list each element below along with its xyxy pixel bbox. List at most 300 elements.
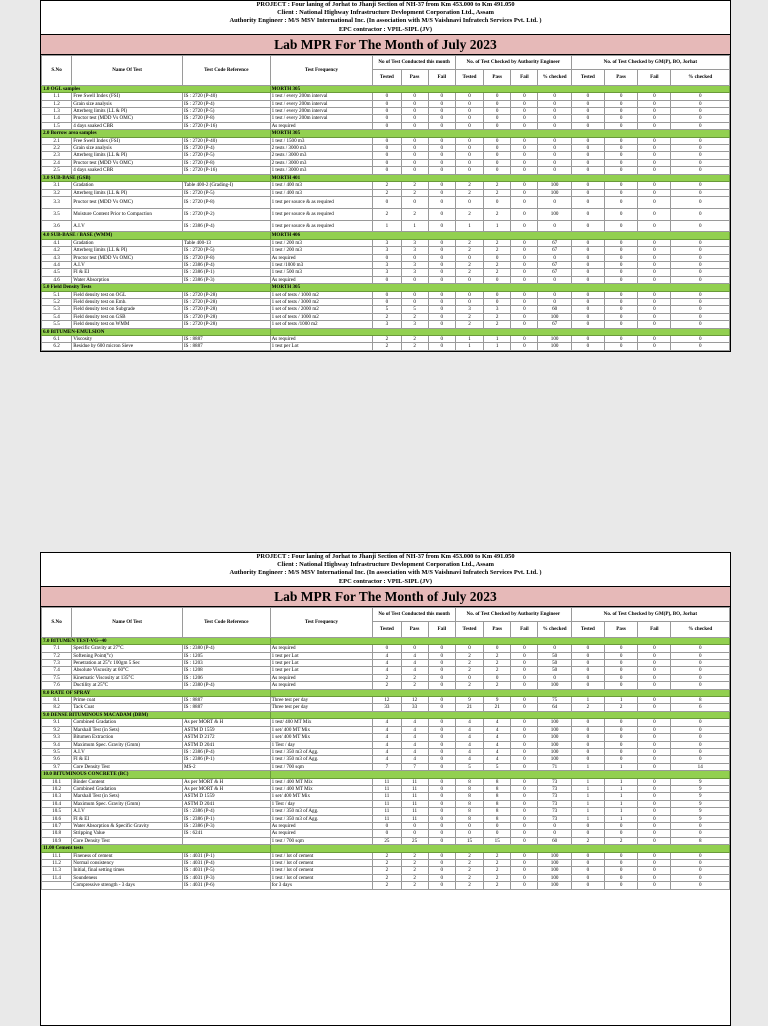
cell-gm-pct: 0	[671, 882, 730, 889]
cell-ae-tested: 0	[455, 100, 483, 107]
cell-gm-tested: 0	[571, 822, 604, 829]
cell-conducted-pass: 0	[401, 196, 428, 208]
cell-name: Maximum Spec. Gravity (Gmm)	[72, 741, 183, 748]
cell-sno: 5.4	[42, 313, 72, 320]
cell-gm-pass: 0	[604, 261, 637, 268]
cell-gm-fail: 0	[638, 741, 671, 748]
col-group-gm: No. of Test Checked by GM(P), BO, Jorhat	[571, 607, 729, 621]
cell-conducted-tested: 2	[373, 208, 401, 220]
col-group-gm: No. of Test Checked by GM(P), BO, Jorhat	[571, 55, 729, 69]
cell-conducted-pass: 4	[401, 726, 428, 733]
cell-code: IS : 2720 (P-28)	[182, 313, 270, 320]
cell-ae-pass: 0	[484, 159, 511, 166]
cell-conducted-tested: 0	[373, 115, 401, 122]
cell-gm-fail: 0	[638, 115, 671, 122]
cell-gm-tested: 0	[571, 660, 604, 667]
cell-conducted-pass: 0	[401, 100, 428, 107]
cell-gm-tested: 0	[571, 93, 604, 100]
cell-ae-fail: 0	[511, 778, 538, 785]
cell-conducted-tested: 3	[373, 247, 401, 254]
cell-name: A.I.V	[72, 808, 183, 815]
cell-conducted-pass: 2	[401, 189, 428, 196]
cell-name: Stripping Value	[72, 830, 183, 837]
cell-ae-tested: 2	[455, 667, 483, 674]
cell-conducted-fail: 0	[428, 726, 455, 733]
cell-frequency: 1 test / lot of cement	[270, 867, 373, 874]
cell-ae-pct: 0	[538, 122, 571, 129]
cell-gm-pass: 0	[604, 254, 637, 261]
cell-frequency: 1 test per Lot	[270, 660, 373, 667]
cell-conducted-fail: 0	[428, 882, 455, 889]
cell-ae-tested: 0	[455, 137, 483, 144]
cell-frequency: for 3 days	[270, 882, 373, 889]
cell-code: IS : 8887	[182, 343, 270, 350]
col-fail: Fail	[511, 621, 538, 637]
cell-ae-fail: 0	[511, 239, 538, 246]
section-row	[42, 130, 730, 137]
cell-name: Marshall Test (in Sets)	[72, 726, 183, 733]
cell-conducted-tested: 1	[373, 220, 401, 232]
cell-frequency: 1 set of tests / 2000 m2	[270, 306, 373, 313]
cell-ae-pct: 73	[538, 785, 571, 792]
cell-code: IS : 4031 (P-1)	[182, 852, 270, 859]
cell-gm-fail: 0	[638, 167, 671, 174]
cell-conducted-pass: 0	[401, 276, 428, 283]
table-row	[42, 652, 730, 659]
cell-ae-pct: 100	[538, 882, 571, 889]
cell-gm-fail: 0	[638, 321, 671, 328]
cell-ae-pass: 0	[484, 674, 511, 681]
cell-conducted-fail: 0	[428, 306, 455, 313]
cell-frequency: 1 test / 400 MT Mix	[270, 778, 373, 785]
cell-gm-pass: 0	[604, 852, 637, 859]
cell-sno: 10.2	[42, 785, 72, 792]
cell-sno: 9.5	[42, 748, 72, 755]
cell-ae-fail: 0	[511, 882, 538, 889]
cell-conducted-tested: 25	[373, 837, 401, 844]
cell-gm-pct: 0	[671, 652, 730, 659]
table-row	[42, 748, 730, 755]
cell-gm-tested: 0	[571, 321, 604, 328]
cell-ae-pct: 0	[538, 196, 571, 208]
cell-ae-fail: 0	[511, 674, 538, 681]
cell-ae-pct: 0	[538, 822, 571, 829]
cell-name: Soundeness	[72, 874, 183, 881]
cell-ae-tested: 2	[455, 189, 483, 196]
table-row	[42, 741, 730, 748]
cell-gm-pct: 0	[671, 756, 730, 763]
table-row	[42, 667, 730, 674]
cell-ae-pass: 5	[484, 763, 511, 770]
cell-gm-fail: 0	[638, 726, 671, 733]
cell-ae-pass: 2	[484, 182, 511, 189]
cell-gm-pass: 0	[604, 335, 637, 342]
test-table	[41, 607, 730, 890]
cell-ae-pass: 9	[484, 697, 511, 704]
cell-gm-pct: 0	[671, 667, 730, 674]
cell-gm-fail: 0	[638, 808, 671, 815]
cell-ae-pass: 8	[484, 793, 511, 800]
cell-gm-fail: 0	[638, 122, 671, 129]
cell-ae-pct: 0	[538, 108, 571, 115]
cell-ae-pct: 67	[538, 247, 571, 254]
cell-ae-fail: 0	[511, 852, 538, 859]
cell-code: Table 400-13	[182, 239, 270, 246]
cell-name: Field density test on WMM	[72, 321, 183, 328]
table-row	[42, 860, 730, 867]
cell-gm-pct: 0	[671, 145, 730, 152]
cell-gm-pct: 0	[671, 830, 730, 837]
cell-code: As per MORT & H	[182, 719, 270, 726]
cell-gm-tested: 0	[571, 269, 604, 276]
cell-ae-pass: 0	[484, 298, 511, 305]
cell-code: IS : 6241	[182, 830, 270, 837]
cell-conducted-tested: 11	[373, 808, 401, 815]
section-row	[42, 637, 730, 644]
cell-conducted-pass: 11	[401, 778, 428, 785]
section-title: 8.0 RATE OF SPRAY	[42, 689, 271, 696]
cell-sno: 3.2	[42, 189, 72, 196]
cell-frequency: 1 set of tests / 1000 m2	[270, 291, 373, 298]
cell-conducted-pass: 3	[401, 261, 428, 268]
cell-conducted-pass: 0	[401, 167, 428, 174]
cell-gm-fail: 0	[638, 704, 671, 711]
cell-gm-tested: 2	[571, 837, 604, 844]
cell-conducted-pass: 2	[401, 867, 428, 874]
cell-ae-fail: 0	[511, 247, 538, 254]
cell-gm-pct: 0	[671, 682, 730, 689]
cell-ae-fail: 0	[511, 167, 538, 174]
cell-gm-tested: 0	[571, 343, 604, 350]
cell-ae-pass: 0	[484, 137, 511, 144]
cell-sno: 11.2	[42, 860, 72, 867]
cell-frequency: Three test per day	[270, 704, 373, 711]
cell-ae-pct: 67	[538, 261, 571, 268]
cell-ae-pass: 0	[484, 167, 511, 174]
col-name: Name Of Test	[72, 607, 183, 637]
cell-conducted-tested: 0	[373, 645, 401, 652]
cell-sno: 10.4	[42, 800, 72, 807]
cell-conducted-pass: 11	[401, 785, 428, 792]
section-title: 2.0 Borrow area samples	[42, 130, 271, 137]
cell-gm-tested: 0	[571, 645, 604, 652]
cell-gm-tested: 2	[571, 704, 604, 711]
cell-ae-pass: 1	[484, 220, 511, 232]
cell-gm-pct: 8	[671, 837, 730, 844]
cell-gm-pass: 0	[604, 145, 637, 152]
cell-ae-pct: 75	[538, 697, 571, 704]
cell-code: IS : 1208	[182, 667, 270, 674]
cell-code: ASTM D 2172	[182, 734, 270, 741]
cell-conducted-tested: 4	[373, 748, 401, 755]
cell-conducted-pass: 0	[401, 115, 428, 122]
cell-conducted-tested: 4	[373, 667, 401, 674]
report-page-2	[40, 552, 731, 1026]
cell-conducted-fail: 0	[428, 343, 455, 350]
report-title: Lab MPR For The Month of July 2023	[41, 34, 730, 55]
cell-conducted-pass: 1	[401, 220, 428, 232]
cell-ae-pass: 2	[484, 660, 511, 667]
cell-ae-pass: 0	[484, 276, 511, 283]
cell-code: IS : 2720 (P-28)	[182, 321, 270, 328]
cell-gm-pct: 0	[671, 100, 730, 107]
cell-gm-tested: 0	[571, 830, 604, 837]
table-row	[42, 100, 730, 107]
cell-conducted-tested: 0	[373, 145, 401, 152]
cell-gm-pass: 0	[604, 645, 637, 652]
cell-conducted-tested: 2	[373, 860, 401, 867]
cell-conducted-fail: 0	[428, 867, 455, 874]
cell-gm-pass: 0	[604, 741, 637, 748]
cell-frequency: 1 Test / day	[270, 741, 373, 748]
cell-ae-tested: 0	[455, 830, 483, 837]
cell-gm-fail: 0	[638, 645, 671, 652]
cell-code: ASTM D 2041	[182, 741, 270, 748]
cell-frequency: 1 test / lot of cement	[270, 860, 373, 867]
table-row	[42, 254, 730, 261]
cell-gm-tested: 0	[571, 108, 604, 115]
section-row	[42, 845, 730, 852]
cell-code: IS : 2720 (P-5)	[182, 152, 270, 159]
cell-frequency: As required	[270, 830, 373, 837]
cell-ae-pct: 0	[538, 159, 571, 166]
cell-conducted-tested: 0	[373, 159, 401, 166]
cell-conducted-fail: 0	[428, 145, 455, 152]
cell-conducted-fail: 0	[428, 291, 455, 298]
cell-conducted-fail: 0	[428, 645, 455, 652]
cell-conducted-pass: 0	[401, 137, 428, 144]
cell-ae-tested: 4	[455, 719, 483, 726]
cell-conducted-fail: 0	[428, 100, 455, 107]
cell-sno: 8.2	[42, 704, 72, 711]
section-row	[42, 711, 730, 718]
cell-frequency: 1 test / 200 m3	[270, 239, 373, 246]
cell-gm-pass: 0	[604, 822, 637, 829]
cell-gm-fail: 0	[638, 145, 671, 152]
cell-ae-pct: 73	[538, 778, 571, 785]
col-sno: S.No	[42, 55, 72, 85]
cell-conducted-tested: 7	[373, 763, 401, 770]
cell-gm-pct: 0	[671, 860, 730, 867]
cell-ae-fail: 0	[511, 298, 538, 305]
cell-conducted-tested: 4	[373, 741, 401, 748]
cell-conducted-fail: 0	[428, 152, 455, 159]
cell-gm-pct: 0	[671, 874, 730, 881]
cell-frequency: 1 test / every 200m interval	[270, 115, 373, 122]
cell-conducted-tested: 0	[373, 93, 401, 100]
cell-conducted-tested: 0	[373, 822, 401, 829]
cell-ae-pass: 4	[484, 734, 511, 741]
cell-ae-fail: 0	[511, 152, 538, 159]
cell-name: Prime coat	[72, 697, 183, 704]
cell-code: IS : 8887	[182, 704, 270, 711]
cell-conducted-pass: 4	[401, 741, 428, 748]
table-row	[42, 830, 730, 837]
cell-gm-fail: 0	[638, 852, 671, 859]
cell-ae-tested: 9	[455, 697, 483, 704]
cell-gm-pct: 0	[671, 674, 730, 681]
cell-sno: 4.4	[42, 261, 72, 268]
cell-code: IS : 4031 (P-5)	[182, 867, 270, 874]
cell-sno: 3.5	[42, 208, 72, 220]
cell-ae-pct: 100	[538, 748, 571, 755]
table-row	[42, 93, 730, 100]
table-row	[42, 726, 730, 733]
cell-sno: 10.9	[42, 837, 72, 844]
cell-conducted-fail: 0	[428, 697, 455, 704]
cell-name: Tack Coat	[72, 704, 183, 711]
cell-ae-pass: 0	[484, 196, 511, 208]
table-row	[42, 660, 730, 667]
cell-ae-tested: 0	[455, 108, 483, 115]
cell-conducted-tested: 0	[373, 167, 401, 174]
project-line: PROJECT : Four laning of Jorhat to Jhanji Section of NH-37 from Km 453.000 to Km 491.050	[256, 1, 515, 8]
cell-conducted-tested: 11	[373, 815, 401, 822]
cell-name: Atterberg limits (LL & PI)	[72, 247, 183, 254]
cell-gm-fail: 0	[638, 674, 671, 681]
cell-ae-tested: 4	[455, 741, 483, 748]
cell-gm-tested: 0	[571, 741, 604, 748]
cell-conducted-fail: 0	[428, 269, 455, 276]
cell-gm-fail: 0	[638, 697, 671, 704]
cell-conducted-tested: 2	[373, 882, 401, 889]
cell-conducted-fail: 0	[428, 93, 455, 100]
cell-gm-tested: 1	[571, 793, 604, 800]
cell-gm-pass: 0	[604, 719, 637, 726]
cell-code: IS : 1206	[182, 674, 270, 681]
cell-ae-pct: 0	[538, 830, 571, 837]
cell-gm-pass: 0	[604, 830, 637, 837]
section-reference	[270, 711, 729, 718]
cell-ae-pass: 2	[484, 321, 511, 328]
cell-gm-tested: 0	[571, 335, 604, 342]
cell-ae-pct: 100	[538, 734, 571, 741]
cell-gm-pass: 0	[604, 137, 637, 144]
col-group-ae: No. of Test Checked by Authority Engineer	[455, 55, 571, 69]
cell-gm-fail: 0	[638, 196, 671, 208]
cell-name: Combined Gradation	[72, 785, 183, 792]
cell-gm-tested: 0	[571, 748, 604, 755]
cell-ae-pct: 0	[538, 254, 571, 261]
cell-conducted-fail: 0	[428, 808, 455, 815]
cell-code: IS : 2720 (P-4)	[182, 100, 270, 107]
cell-gm-tested: 0	[571, 719, 604, 726]
cell-gm-pass: 0	[604, 321, 637, 328]
cell-conducted-pass: 2	[401, 343, 428, 350]
cell-gm-fail: 0	[638, 660, 671, 667]
cell-ae-tested: 0	[455, 115, 483, 122]
section-row	[42, 284, 730, 291]
cell-ae-fail: 0	[511, 182, 538, 189]
cell-conducted-pass: 4	[401, 734, 428, 741]
cell-ae-pass: 4	[484, 719, 511, 726]
section-title: 11.00 Cement tests	[42, 845, 271, 852]
cell-frequency: 1 test per Lot	[270, 652, 373, 659]
cell-gm-fail: 0	[638, 667, 671, 674]
cell-ae-tested: 0	[455, 93, 483, 100]
cell-gm-tested: 0	[571, 208, 604, 220]
cell-ae-fail: 0	[511, 335, 538, 342]
cell-gm-fail: 0	[638, 298, 671, 305]
cell-conducted-tested: 3	[373, 239, 401, 246]
cell-gm-tested: 1	[571, 785, 604, 792]
cell-gm-pct: 9	[671, 778, 730, 785]
table-row	[42, 822, 730, 829]
cell-ae-pct: 0	[538, 100, 571, 107]
test-table	[41, 55, 730, 351]
cell-gm-pass: 0	[604, 167, 637, 174]
col-pass: Pass	[401, 621, 428, 637]
cell-frequency: As required	[270, 335, 373, 342]
cell-ae-tested: 0	[455, 645, 483, 652]
cell-ae-pass: 0	[484, 115, 511, 122]
cell-gm-pass: 0	[604, 220, 637, 232]
cell-conducted-fail: 0	[428, 208, 455, 220]
cell-ae-tested: 2	[455, 682, 483, 689]
cell-conducted-fail: 0	[428, 815, 455, 822]
col-tested: Tested	[571, 621, 604, 637]
cell-code: IS : 2720 (P-8)	[182, 115, 270, 122]
cell-gm-fail: 0	[638, 93, 671, 100]
table-row	[42, 704, 730, 711]
cell-sno: 9.2	[42, 726, 72, 733]
cell-name: Ductility at 25°C	[72, 682, 183, 689]
cell-frequency: 1 test per Lot	[270, 667, 373, 674]
cell-conducted-tested: 0	[373, 137, 401, 144]
cell-ae-pass: 2	[484, 269, 511, 276]
cell-name: Penetration at 25°c 100gm 5 Sec	[72, 660, 183, 667]
cell-sno: 11.3	[42, 867, 72, 874]
cell-gm-fail: 0	[638, 108, 671, 115]
table-row	[42, 108, 730, 115]
cell-ae-tested: 8	[455, 808, 483, 815]
cell-ae-fail: 0	[511, 254, 538, 261]
cell-name: Grain size analysis	[72, 145, 183, 152]
cell-gm-pct: 0	[671, 719, 730, 726]
cell-gm-pct: 0	[671, 298, 730, 305]
cell-ae-pass: 2	[484, 239, 511, 246]
cell-code: IS : 2720 (P-8)	[182, 159, 270, 166]
cell-gm-fail: 0	[638, 778, 671, 785]
cell-name: Absolute Viscosity at 60°C	[72, 667, 183, 674]
cell-gm-tested: 0	[571, 874, 604, 881]
cell-ae-tested: 8	[455, 785, 483, 792]
cell-ae-fail: 0	[511, 667, 538, 674]
cell-code: IS : 2720 (P-28)	[182, 291, 270, 298]
col-fail: Fail	[511, 69, 538, 85]
cell-gm-pct: 0	[671, 343, 730, 350]
section-row	[42, 771, 730, 778]
cell-ae-tested: 2	[455, 321, 483, 328]
cell-gm-fail: 0	[638, 220, 671, 232]
cell-ae-fail: 0	[511, 874, 538, 881]
cell-name: Core Density Test	[72, 837, 183, 844]
cell-gm-tested: 0	[571, 261, 604, 268]
cell-gm-pct: 0	[671, 239, 730, 246]
cell-gm-pass: 2	[604, 704, 637, 711]
table-row	[42, 785, 730, 792]
cell-ae-fail: 0	[511, 734, 538, 741]
cell-frequency: 2 tests / 3000 m3	[270, 159, 373, 166]
cell-gm-pct: 0	[671, 247, 730, 254]
cell-conducted-pass: 0	[401, 152, 428, 159]
cell-frequency: 1 test / lot of cement	[270, 852, 373, 859]
project-line: PROJECT : Four laning of Jorhat to Jhanji Section of NH-37 from Km 453.000 to Km 491.050	[256, 553, 515, 560]
cell-gm-pass: 0	[604, 208, 637, 220]
cell-conducted-pass: 4	[401, 652, 428, 659]
cell-conducted-pass: 2	[401, 874, 428, 881]
cell-sno: 4.1	[42, 239, 72, 246]
